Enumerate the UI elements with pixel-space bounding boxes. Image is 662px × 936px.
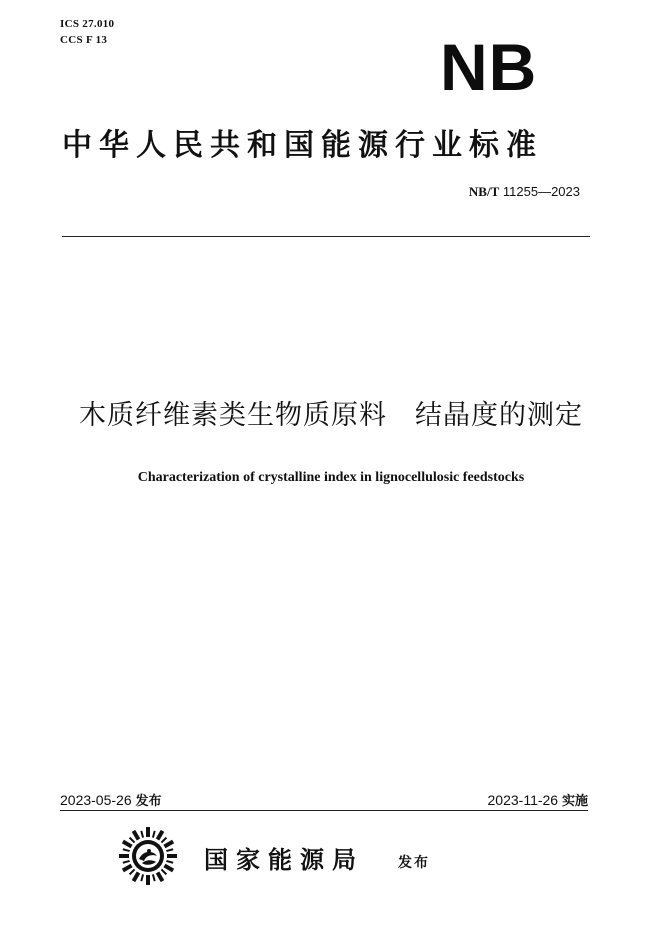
standard-number-code: 11255—2023: [502, 184, 580, 199]
bottom-divider: [60, 810, 588, 811]
document-title-cn: 木质纤维素类生物质原料 结晶度的测定: [79, 400, 583, 431]
standard-number-prefix: NB/T: [468, 184, 500, 199]
implementation-date-label: 实施: [561, 794, 588, 809]
standard-category-title: 中华人民共和国能源行业标准: [62, 128, 543, 163]
document-title-en: Characterization of crystalline index in lignocellulosic feedstocks: [137, 470, 525, 485]
issue-date-label: 发布: [135, 794, 162, 809]
implementation-date: [488, 790, 588, 809]
issuer-suffix: 发布: [398, 855, 430, 871]
issue-date: [60, 790, 162, 809]
ccs-code: CCS F 13: [60, 34, 108, 46]
ics-code: ICS 27.010: [60, 18, 115, 30]
national-energy-administration-emblem-icon: [118, 826, 178, 886]
implementation-date-value: 2023-11-26: [487, 792, 559, 808]
issue-date-value: 2023-05-26: [60, 792, 132, 808]
standard-number: [469, 184, 580, 200]
top-divider: [62, 236, 590, 237]
nb-standard-mark: NB: [440, 30, 538, 104]
issuer-name: 国家能源局: [204, 845, 364, 874]
